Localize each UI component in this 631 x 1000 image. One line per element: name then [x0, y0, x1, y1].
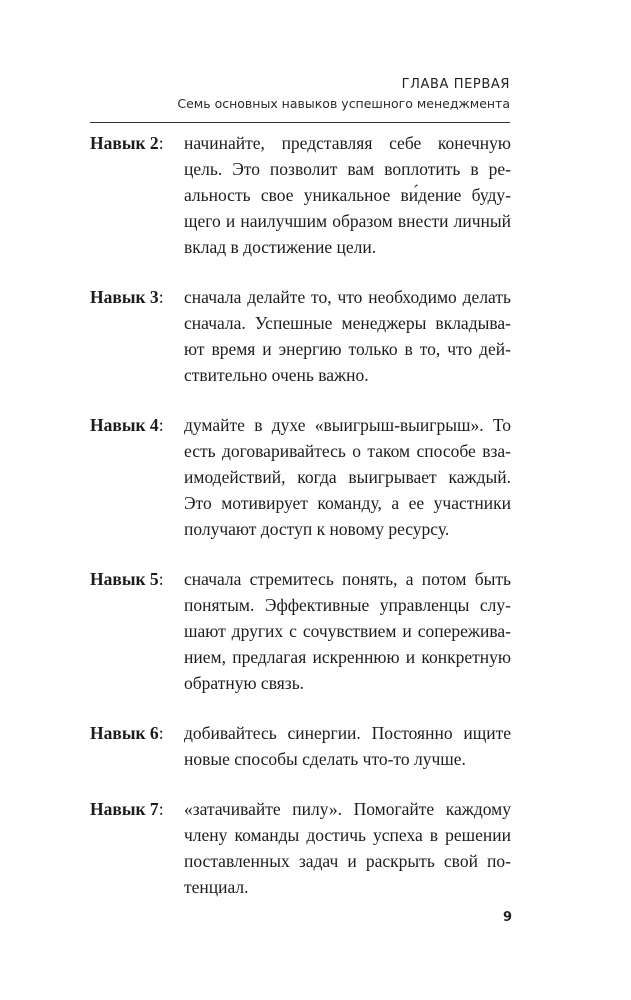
skill-label: Навык 3: [90, 287, 164, 307]
skill-item [90, 720, 511, 772]
skill-label: Навык 2: [90, 133, 164, 153]
skill-label: Навык 7: [90, 799, 164, 819]
skill-text: думайте в духе «выигрыш-выигрыш». То есть договаривайтесь о таком способе взаимодействий, когда выигрывает каждый. Это мотивирует команду, а ее участники получают доступ к новому ресурсу. [184, 415, 511, 539]
chapter-title: ГЛАВА ПЕРВАЯ [401, 77, 510, 92]
skill-item [90, 566, 511, 696]
skill-text: начинайте, представляя себе конечную цель. Это позволит вам воплотить в реальность свое уникальное ви́дение будущего и наилучшим образом внести личный вклад в достижение цели. [184, 133, 511, 257]
skill-item [90, 796, 511, 900]
header-rule [90, 122, 510, 123]
skill-text: «затачивайте пилу». Помогайте каждому члену команды достичь успеха в решении поставленных задач и раскрыть свой потенциал. [184, 799, 511, 897]
chapter-subtitle: Семь основных навыков успешного менеджмента [177, 96, 510, 111]
skill-item [90, 284, 511, 388]
skill-label: Навык 5: [90, 569, 164, 589]
skill-label: Навык 6: [90, 723, 164, 743]
skill-item [90, 412, 511, 542]
skill-item [90, 130, 511, 260]
page-number: 9 [502, 910, 512, 925]
skills-list [90, 130, 511, 924]
skill-text: добивайтесь синергии. Постоянно ищите новые способы сделать что-то лучше. [184, 723, 511, 769]
running-header [177, 76, 510, 114]
skill-text: сначала делайте то, что необходимо делать сначала. Успешные менеджеры вкладывают время и энергию только в то, что действительно очень важно. [184, 287, 511, 385]
skill-label: Навык 4: [90, 415, 164, 435]
skill-text: сначала стремитесь понять, а потом быть понятым. Эффективные управленцы слушают других с сочувствием и сопереживанием, предлагая искреннюю и конкретную обратную связь. [184, 569, 511, 693]
